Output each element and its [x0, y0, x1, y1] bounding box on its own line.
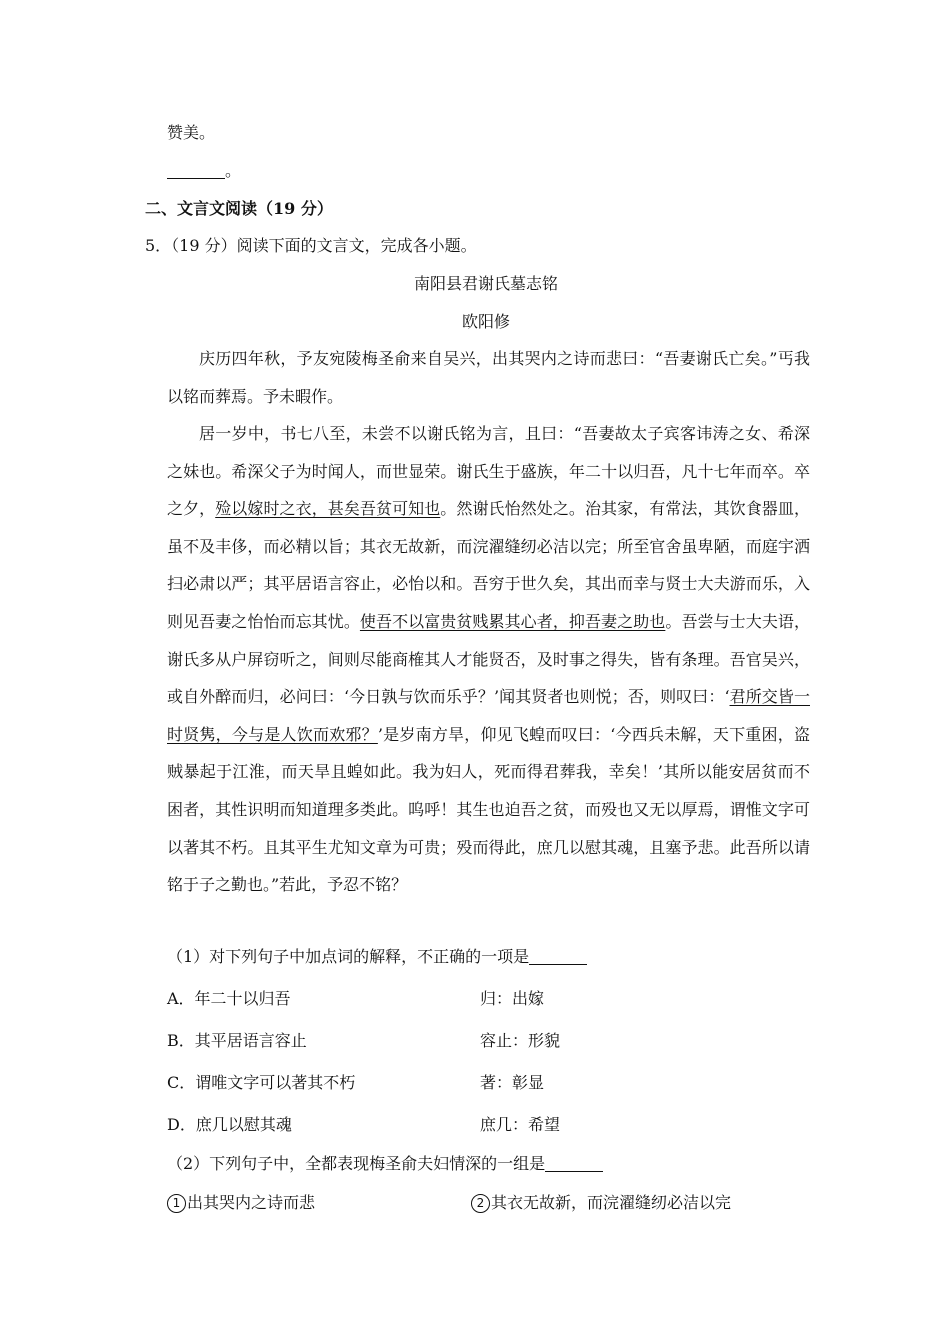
section-heading: 二、文言文阅读（19 分） [145, 199, 333, 218]
answer-blank[interactable] [167, 162, 225, 179]
passage-paragraph-2: 居一岁中，书七八至，未尝不以谢氏铭为言，且曰：“吾妻故太子宾客讳涛之女、希深之妹也。希深父子为时闻人，而世显荣。谢氏生于盛族，年二十以归吾，凡十七年而卒。卒之夕，殓以嫁时之衣，甚矣吾贫可知也。然谢氏怡然处之。治其家，有常法，其饮食器皿，虽不及丰侈，而必精以旨；其衣无故新，而浣濯缝纫必洁以完；所至官舍虽卑陋，而庭宇洒扫必肃以严；其平居语言容止，必怡以和。吾穷于世久矣，其出而幸与贤士大夫游而乐，入则见吾妻之怡怡而忘其忧。使吾不以富贵贫贱累其心者，抑吾妻之助也。吾尝与士大夫语，谢氏多从户屏窃听之，间则尽能商榷其人才能贤否，及时事之得失，皆有条理。吾官吴兴，或自外醉而归，必问曰：‘今日孰与饮而乐乎？’闻其贤者也则悦；否，则叹曰：‘君所交皆一时贤隽，今与是人饮而欢邪？’是岁南方旱，仰见飞蝗而叹曰：‘今西兵未解，天下重困，盗贼暴起于江淮，而天旱且蝗如此。我为妇人，死而得君葬我，幸矣！’其所以能安居贫而不困者，其性识明而知道理多类此。呜呼！其生也迫吾之贫，而殁也又无以厚焉，谓惟文字可以著其不朽。且其平生尤知文章为可贵；殁而得此，庶几以慰其魂，且塞予悲。此吾所以请铭于子之勤也。”若此，予忍不铭？ [167, 424, 810, 895]
answer-line: 。 [167, 160, 241, 182]
underlined-sentence-3: 君所交皆一时贤隽，今与是人饮而欢邪？ [167, 687, 810, 744]
sub-question-2-stem: （2）下列句子中，全都表现梅圣俞夫妇情深的一组是 [167, 1153, 603, 1175]
passage-paragraph-1: 庆历四年秋，予友宛陵梅圣俞来自吴兴，出其哭内之诗而悲曰：“吾妻谢氏亡矣。”丐我以铭而葬焉。予未暇作。 [167, 349, 810, 406]
passage-author: 欧阳修 [461, 312, 510, 331]
sub2-item-1: 1 出其哭内之诗而悲 [167, 1190, 315, 1213]
sub2-item-2: 2 其衣无故新，而浣濯缝纫必洁以完 [471, 1190, 731, 1213]
underlined-sentence-1: 殓以嫁时之衣，甚矣吾贫可知也 [215, 499, 441, 519]
question-intro: 5．（19 分）阅读下面的文言文，完成各小题。 [145, 236, 477, 255]
passage-title: 南阳县君谢氏墓志铭 [413, 274, 558, 293]
answer-blank[interactable] [545, 1155, 603, 1172]
sub-question-1-stem: （1）对下列句子中加点词的解释，不正确的一项是 [167, 946, 587, 968]
underlined-sentence-2: 使吾不以富贵贫贱累其心者，抑吾妻之助也 [359, 611, 666, 631]
previous-answer-tail: 赞美。 [167, 123, 216, 142]
circled-number-2: 2 [471, 1194, 490, 1213]
answer-blank[interactable] [529, 948, 587, 965]
circled-number-1: 1 [167, 1194, 186, 1213]
